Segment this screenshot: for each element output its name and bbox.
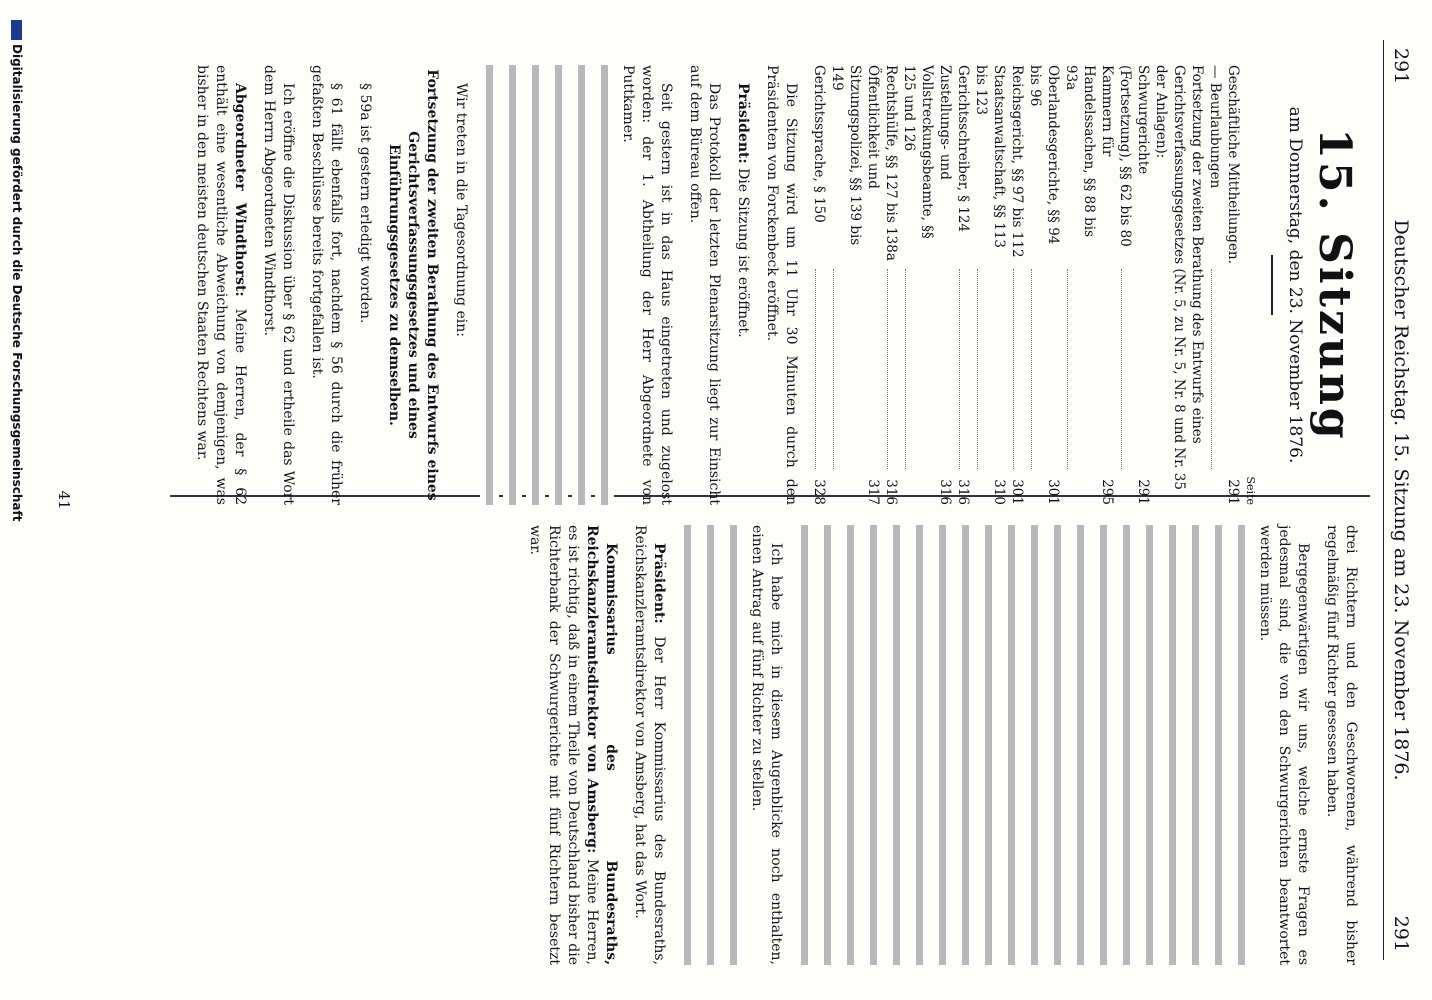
- illegible-text: [1209, 525, 1228, 965]
- dfg-logo-icon: [11, 20, 22, 40]
- right-column: [525, 525, 1370, 965]
- toc-entry: [973, 65, 1009, 505]
- illegible-text: [724, 525, 743, 965]
- illegible-text: [933, 525, 952, 965]
- toc-entry-title: Staatsanwaltschaft, §§ 113 bis 123: [973, 65, 1008, 249]
- toc-leader-dots: [834, 269, 883, 469]
- speech-text: Meine Herren, der § 62 enthält eine wesentliche Abweichung von demjenigen, was bisher in den meisten deutschen Staaten Rechtens war.: [194, 65, 249, 506]
- illegible-text: [1048, 525, 1067, 965]
- illegible-text: [1002, 525, 1021, 965]
- session-date: am Donnerstag, den 23. November 1876.: [1285, 106, 1305, 464]
- president-remark: [630, 525, 668, 965]
- toc-entry-page: 301: [1045, 479, 1062, 505]
- toc-entry: [1117, 65, 1153, 505]
- session-title: 15. Sitzung: [1309, 128, 1360, 442]
- toc-leader-dots: [960, 269, 973, 469]
- illegible-text: [1071, 525, 1090, 965]
- toc-leader-dots: [1212, 269, 1243, 469]
- illegible-text: [887, 525, 906, 965]
- illegible-text: [1094, 525, 1113, 965]
- body-paragraph: Bergegenwärtigen wir uns, welche ernste Fragen es jedesmal sind, die von den Schwurgerichten beantwortet werden müssen.: [1257, 525, 1311, 965]
- toc-entry-title: Gerichtssprache, § 150: [811, 65, 828, 223]
- toc-entry-page: 295: [1099, 479, 1116, 505]
- windthorst-speech: [193, 65, 250, 505]
- toc-entry: [955, 65, 973, 505]
- toc-entry: [901, 65, 955, 505]
- illegible-text: [818, 525, 837, 965]
- speech-text: Meine Herren, es ist richtig, daß in einem Theile von Deutschland bisher die Richterbank der Schwurgerichte mit fünf Richtern besetzt war.: [527, 525, 600, 965]
- illegible-text: [795, 525, 814, 965]
- toc-entry: [1153, 65, 1207, 505]
- toc-leader-dots: [906, 269, 955, 469]
- toc-entry-page: 316: [883, 479, 900, 505]
- illegible-text: [1232, 525, 1251, 965]
- illegible-text: [573, 65, 592, 505]
- toc-entry-title: Zustellungs- und Vollstreckungsbeamte, §§ 125 und 126: [901, 65, 954, 239]
- body-paragraph: Ich habe mich in diesem Augenblicke noch enthalten, einen Antrag auf fünf Richter zu stellen.: [749, 525, 784, 965]
- toc-entry-page: 316: [937, 479, 954, 505]
- title-rule: [1272, 255, 1274, 315]
- toc-entry-title: Kammern für Handelssachen, §§ 88 bis 93a: [1063, 65, 1116, 238]
- illegible-text: [596, 65, 615, 505]
- illegible-text: [678, 525, 697, 965]
- illegible-text: [910, 525, 929, 965]
- illegible-text: [550, 65, 569, 505]
- toc-entry: [1009, 65, 1027, 505]
- toc-entry: [1207, 65, 1243, 505]
- toc-entry-title: Schwurgerichte (Fortsetzung), §§ 62 bis 80: [1117, 65, 1152, 247]
- toc-entry: [1027, 65, 1063, 505]
- toc-leader-dots: [816, 269, 829, 469]
- toc-entry-page: 301: [1009, 479, 1026, 505]
- toc-entry-page: 316: [955, 479, 972, 505]
- toc-leader-dots: [1068, 269, 1117, 469]
- toc-entry: [829, 65, 883, 505]
- left-column: [193, 65, 1371, 505]
- toc-entry-page: 291: [1225, 479, 1242, 505]
- signature-mark: 41: [55, 490, 73, 510]
- new-member-note: Seit gestern ist in das Haus eingetreten und zugelost worden: der 1. Abtheilung der Herr Abgeordnete von Puttkamer.: [620, 65, 675, 505]
- illegible-text: [864, 525, 883, 965]
- digitization-text: Digitalisierung gefördert durch die Deutsche Forschungsgemeinschaft: [10, 44, 24, 522]
- section-59a-note: § 59a ist gestern erledigt worden.: [357, 83, 374, 324]
- toc-entry-title: Fortsetzung der zweiten Berathung des Entwurfs eines Gerichtsverfassungsgesetzes (Nr. 5, zu Nr. 5, Nr. 8 und Nr. 35 der Anlagen):: [1153, 65, 1206, 490]
- president-opening: [734, 65, 753, 505]
- illegible-text: [481, 65, 500, 505]
- toc-page-header: Seite: [1244, 476, 1258, 505]
- toc-entry-page: 310: [991, 479, 1008, 505]
- illegible-text: [979, 525, 998, 965]
- toc-entry-title: Geschäftliche Mittheilungen. — Beurlaubungen: [1207, 65, 1242, 264]
- protocol-note: Das Protokoll der letzten Plenarsitzung liegt zur Einsicht auf dem Büreau offen.: [687, 65, 723, 505]
- toc-leader-dots: [978, 269, 1009, 469]
- speech-text: Die Sitzung ist eröffnet.: [735, 168, 752, 338]
- illegible-text: [527, 65, 546, 505]
- toc-leader-dots: [1032, 269, 1063, 469]
- discussion-open: Ich eröffne die Diskussion über § 62 und ertheile das Wort dem Herrn Abgeordneten Windthorst.: [261, 65, 297, 505]
- toc-entry: [883, 65, 901, 505]
- opening-paragraph: Die Sitzung wird um 11 Uhr 30 Minuten durch den Präsidenten von Forckenbeck eröffnet.: [764, 65, 800, 505]
- toc-entry-title: Gerichtsschreiber, § 124: [955, 65, 972, 233]
- illegible-text: [1140, 525, 1159, 965]
- table-of-contents: [811, 65, 1243, 505]
- illegible-text: [1117, 525, 1136, 965]
- toc-entry: [1063, 65, 1117, 505]
- running-title: Deutscher Reichstag. 15. Sitzung am 23. November 1876.: [1390, 219, 1412, 781]
- speaker-label: Präsident:: [651, 543, 667, 624]
- toc-entry-title: Öffentlichkeit und Sitzungspolizei, §§ 139 bis 149: [829, 65, 882, 246]
- toc-entry-title: Reichsgericht, §§ 97 bis 112: [1009, 65, 1026, 258]
- commissioner-speech: [525, 525, 620, 965]
- page-number-right: 291: [1390, 915, 1412, 952]
- speaker-label: Kommissarius des Bundesraths, Reichskanzleramtsdirektor von Amsberg:: [584, 525, 619, 965]
- toc-entry-title: Oberlandesgerichte, §§ 94 bis 96: [1027, 65, 1062, 245]
- toc-entry: [811, 65, 829, 505]
- illegible-text: [504, 65, 523, 505]
- illegible-text: [701, 525, 720, 965]
- illegible-text: [1163, 525, 1182, 965]
- page-number-left: 291: [1390, 48, 1412, 85]
- toc-leader-dots: [1122, 269, 1153, 469]
- continued-paragraph: drei Richtern und den Geschworenen, während bisher regelmäßig fünf Richter gesessen haben.: [1324, 525, 1359, 965]
- toc-leader-dots: [1014, 269, 1027, 469]
- illegible-text: [1186, 525, 1205, 965]
- toc-entry-page: 317: [865, 479, 882, 505]
- agenda-item: Fortsetzung der zweiten Berathung des Entwurfs eines Gerichtsverfassungsgesetzes und eines Einführungsgesetzes zu demselben.: [386, 69, 441, 501]
- illegible-text: [1025, 525, 1044, 965]
- speaker-label: Abgeordneter Windthorst:: [232, 83, 249, 297]
- digitization-note: [10, 20, 24, 521]
- toc-entry-page: 291: [1135, 479, 1152, 505]
- toc-entry-title: Rechtshülfe, §§ 127 bis 138a: [883, 65, 900, 261]
- running-head: [1383, 40, 1414, 960]
- toc-entry-page: 328: [811, 479, 828, 505]
- illegible-text: [956, 525, 975, 965]
- agenda-intro: Wir treten in die Tagesordnung ein:: [453, 83, 470, 337]
- illegible-text: [841, 525, 860, 965]
- speaker-label: Präsident:: [735, 83, 752, 164]
- section-61-note: § 61 fällt ebenfalls fort, nachdem § 56 durch die früher gefaßten Beschlüsse bereits fortgefallen ist.: [309, 65, 345, 505]
- toc-leader-dots: [888, 269, 901, 469]
- speech-text: Der Herr Kommissarius des Bundesraths, Reichskanzleramtsdirektor von Amsberg, hat das Wort.: [632, 525, 667, 965]
